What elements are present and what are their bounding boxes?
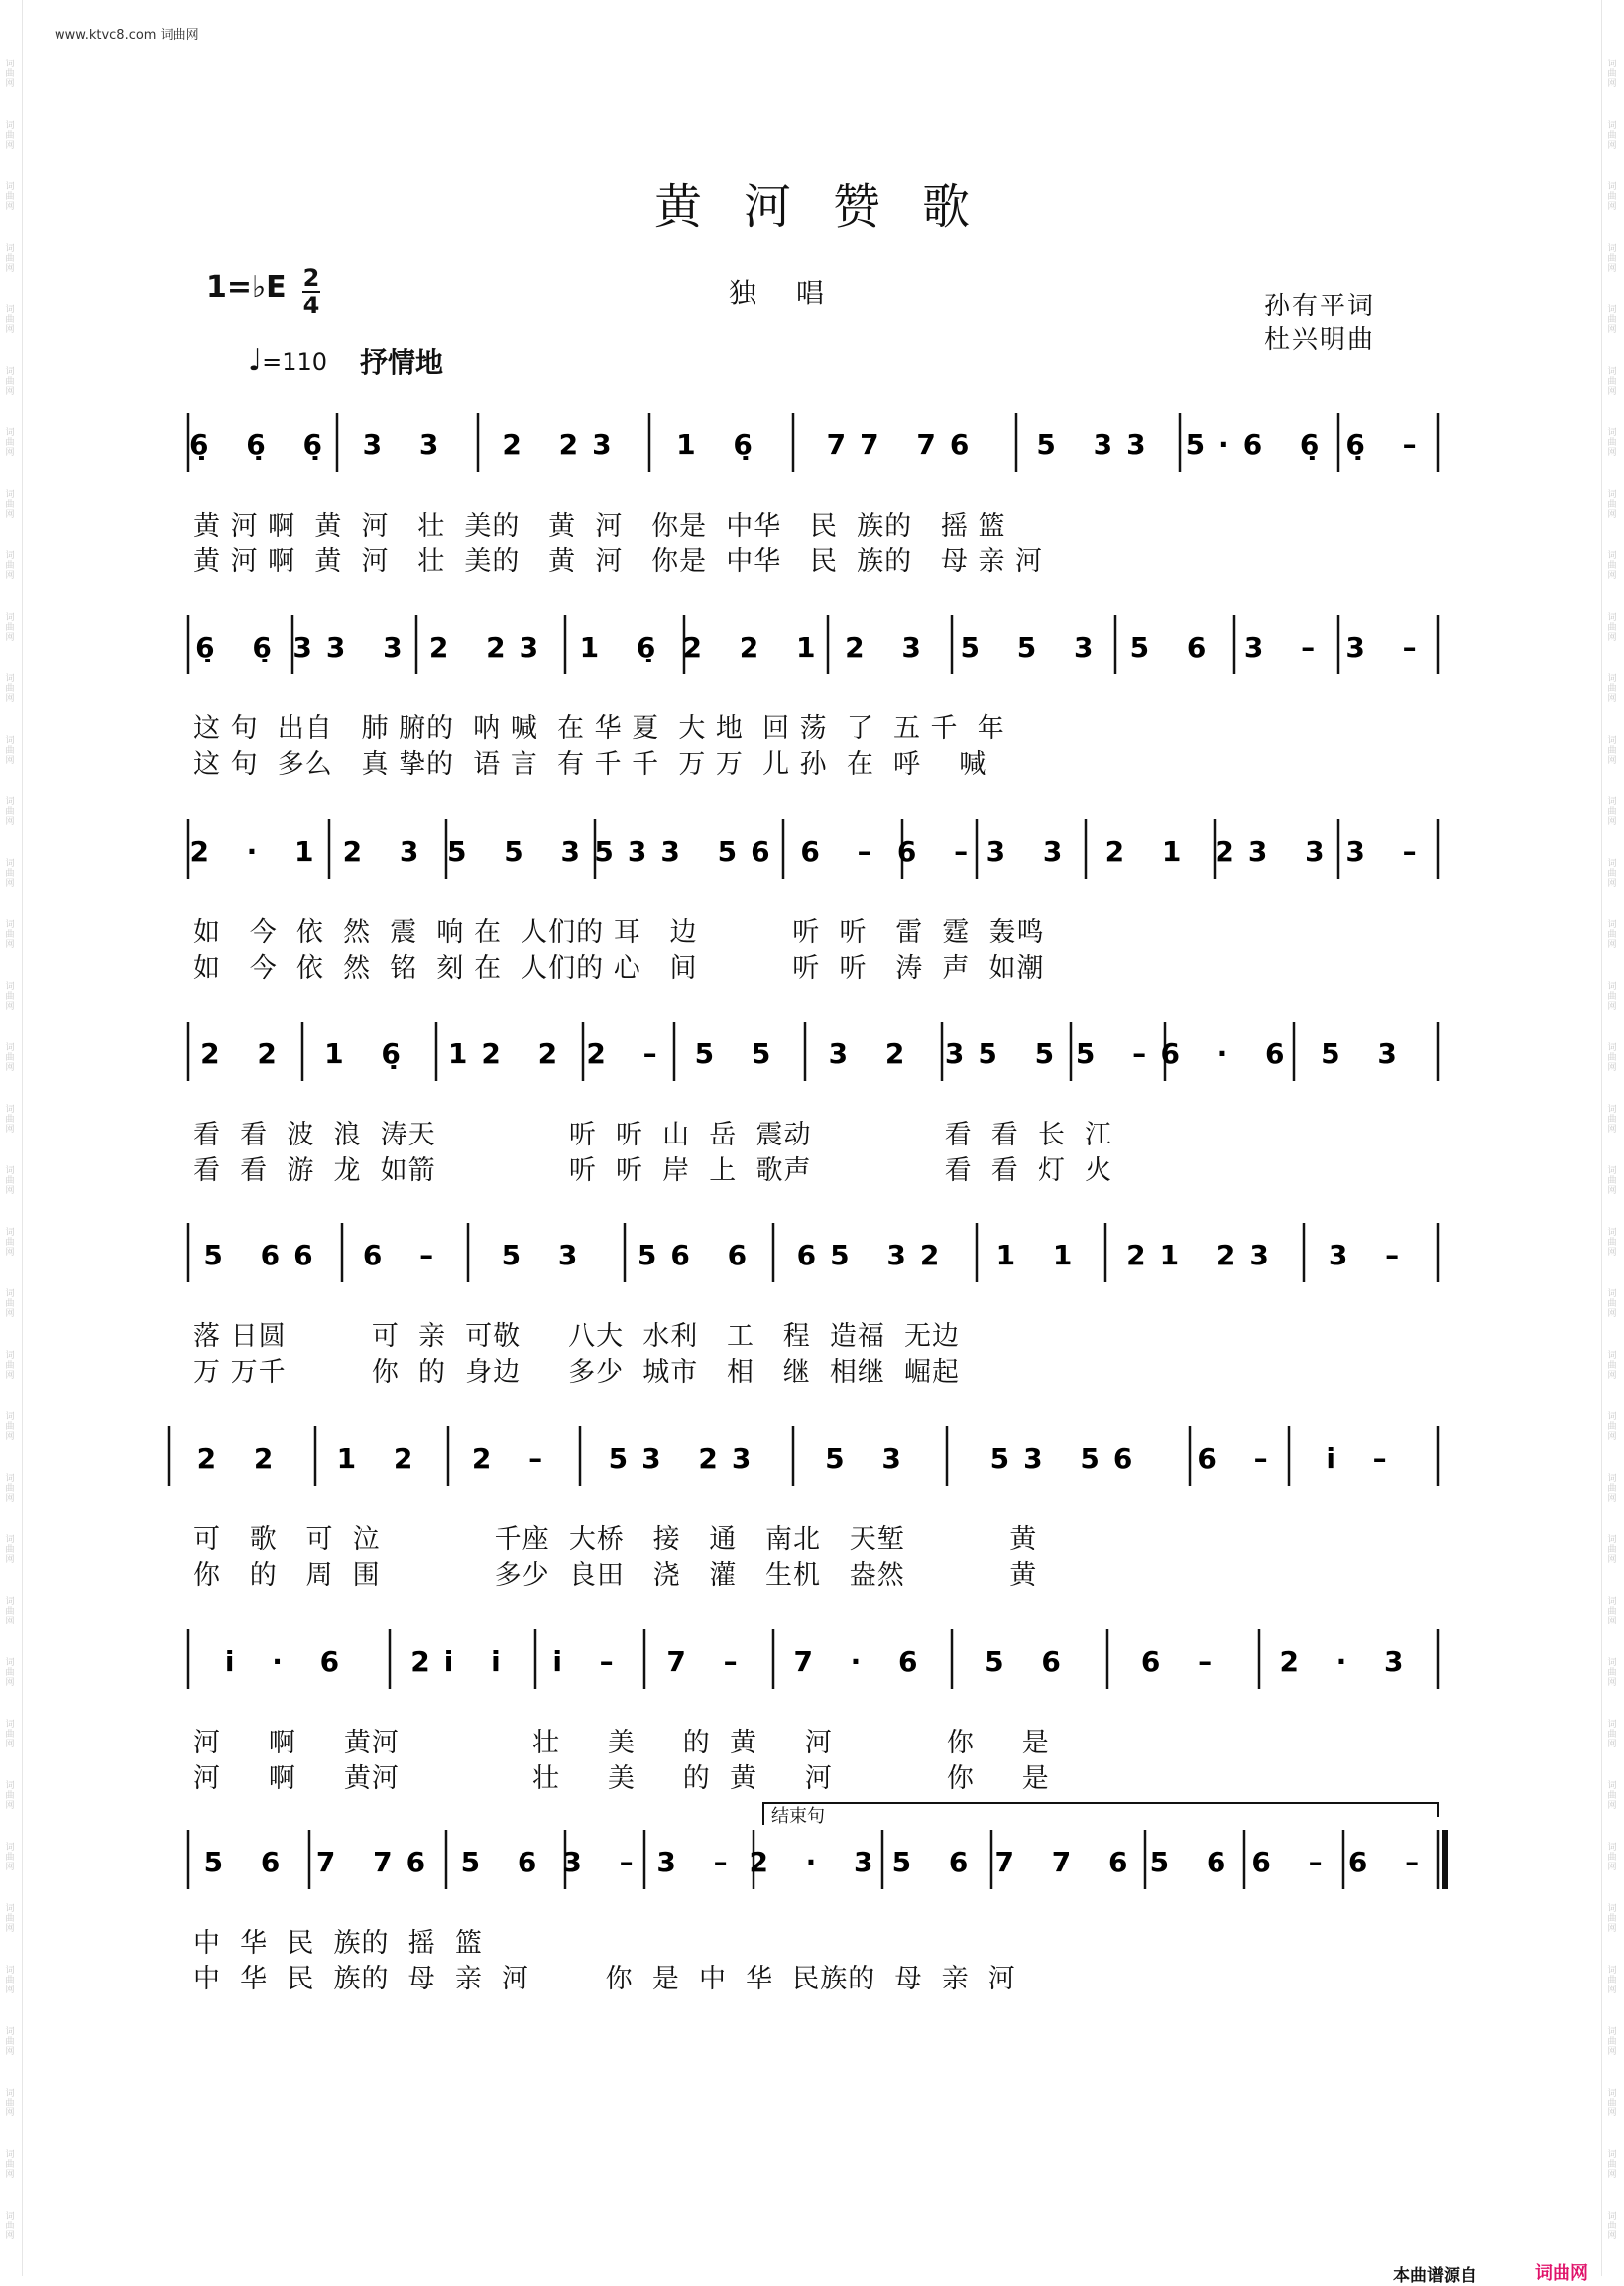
edge-watermark: 词曲网 <box>1607 1904 1617 1934</box>
edge-watermark: 词曲网 <box>1607 2027 1617 2057</box>
edge-watermark: 词曲网 <box>1607 1166 1617 1196</box>
time-signature-bottom: 4 <box>302 292 320 319</box>
measure-notes: 1 2 <box>336 1442 427 1475</box>
lyric-line: 黄 河 啊 黄 河 壮 美的 黄 河 你是 中华 民 族的 母 亲 河 <box>193 546 1044 577</box>
lyric-line: 看 看 游 龙 如箭 听 听 岸 上 歌声 看 看 灯 火 <box>193 1155 1113 1186</box>
measure-notes: 12 2 <box>447 1037 572 1070</box>
tempo-value: =110 <box>262 348 328 376</box>
measure-notes: 5 3 <box>825 1442 915 1475</box>
edge-watermark: 词曲网 <box>5 305 15 335</box>
measure-notes: 2 23 <box>502 428 626 461</box>
measure-notes: 5 6 <box>1149 1846 1240 1878</box>
measure-notes: 6 – <box>1140 1645 1226 1678</box>
edge-watermark: 词曲网 <box>1607 920 1617 950</box>
measure-notes: 7 · 6 <box>793 1645 932 1678</box>
lyric-line: 中 华 民 族的 摇 篮 <box>193 1928 483 1959</box>
edge-watermark: 词曲网 <box>5 1720 15 1749</box>
measure-notes: 56 6 <box>637 1239 761 1271</box>
measure-notes: 35 5 <box>944 1037 1069 1070</box>
lyricist: 孙有平词 <box>1264 292 1376 321</box>
edge-watermark: 词曲网 <box>1607 1781 1617 1811</box>
edge-watermark: 词曲网 <box>1607 982 1617 1012</box>
song-title: 黄河赞歌 <box>653 180 1011 235</box>
performance-mode: 独唱 <box>729 277 865 309</box>
key-signature: 1=♭E <box>206 270 287 304</box>
edge-watermark: 词曲网 <box>5 367 15 397</box>
lyric-line: 如 今 依 然 铭 刻 在 人们的 心 间 听 听 涛 声 如潮 <box>193 953 1045 984</box>
measure-notes: 5 33 <box>1036 428 1160 461</box>
measure-notes: 5 3 <box>501 1239 592 1271</box>
edge-watermark: 词曲网 <box>5 1043 15 1073</box>
measure-notes: 77 76 <box>826 428 984 461</box>
measure-notes: 2 3 <box>342 835 433 868</box>
edge-watermark: 词曲网 <box>1607 1597 1617 1626</box>
footer-source: 本曲谱源自 <box>1393 2266 1477 2286</box>
edge-watermark: 词曲网 <box>5 1535 15 1565</box>
lyric-line: 看 看 波 浪 涛天 听 听 山 岳 震动 看 看 长 江 <box>193 1120 1113 1150</box>
lyric-line: 如 今 依 然 震 响 在 人们的 耳 边 听 听 雷 霆 轰鸣 <box>193 917 1045 948</box>
edge-watermark: 词曲网 <box>5 1474 15 1504</box>
measure-notes: 23 3 <box>1215 835 1338 868</box>
edge-watermark: 词曲网 <box>5 1105 15 1135</box>
measure-notes: i – <box>552 1645 628 1678</box>
measure-notes: 5 6 <box>203 1846 294 1878</box>
edge-watermark: 词曲网 <box>1607 305 1617 335</box>
edge-watermark: 词曲网 <box>5 920 15 950</box>
edge-watermark: 词曲网 <box>5 859 15 889</box>
edge-watermark: 词曲网 <box>5 1228 15 1258</box>
measure-notes: 3 – <box>1345 835 1431 868</box>
edge-watermark: 词曲网 <box>1607 2212 1617 2241</box>
measure-notes: 2 2 <box>200 1037 290 1070</box>
edge-watermark: 词曲网 <box>1607 428 1617 458</box>
edge-watermark: 词曲网 <box>1607 1658 1617 1688</box>
edge-watermark: 词曲网 <box>5 797 15 827</box>
edge-watermark: 词曲网 <box>1607 613 1617 643</box>
measure-notes: 1 1 <box>995 1239 1087 1271</box>
measure-notes: 3 3 <box>362 428 453 461</box>
edge-watermark: 词曲网 <box>5 121 15 151</box>
measure-notes: 3 3 <box>986 835 1077 868</box>
measure-notes: 5 6 <box>985 1645 1075 1678</box>
edge-watermark: 词曲网 <box>5 182 15 212</box>
expression-marking: 抒情地 <box>360 346 444 379</box>
edge-watermark: 词曲网 <box>5 60 15 89</box>
edge-watermark: 词曲网 <box>1607 1843 1617 1872</box>
measure-notes: 533 56 <box>594 835 784 868</box>
measure-notes: 5 66 <box>203 1239 327 1271</box>
edge-watermark: 词曲网 <box>5 1166 15 1196</box>
edge-watermark: 词曲网 <box>5 1289 15 1319</box>
lyric-line: 你 的 周 围 多少 良田 浇 灌 生机 盎然 黄 <box>193 1560 1038 1591</box>
lyric-line: 河 啊 黄河 壮 美 的 黄 河 你 是 <box>193 1728 1050 1758</box>
edge-watermark: 词曲网 <box>1607 1351 1617 1381</box>
edge-watermark: 词曲网 <box>1607 60 1617 89</box>
edge-watermark: 词曲网 <box>5 428 15 458</box>
measure-notes: 5 3 <box>1321 1037 1411 1070</box>
edge-watermark: 词曲网 <box>1607 859 1617 889</box>
edge-watermark: 词曲网 <box>1607 1105 1617 1135</box>
edge-watermark: 词曲网 <box>5 1966 15 1995</box>
edge-watermark: 词曲网 <box>1607 797 1617 827</box>
measure-notes: 6̣ 6̣ <box>195 631 286 663</box>
measure-notes: i · 6 <box>224 1645 354 1678</box>
edge-watermark: 词曲网 <box>1607 182 1617 212</box>
measure-notes: 5 5 <box>694 1037 785 1070</box>
edge-watermark: 词曲网 <box>1607 1720 1617 1749</box>
measure-notes: 6 – <box>1197 1442 1282 1475</box>
edge-watermark: 词曲网 <box>1607 736 1617 766</box>
measure-notes: 2 3 <box>845 631 935 663</box>
measure-notes: 2i i <box>410 1645 515 1678</box>
measure-notes: 2 · 3 <box>1279 1645 1418 1678</box>
measure-notes: 3 – <box>1243 631 1330 663</box>
lyric-line: 中 华 民 族的 母 亲 河 你 是 中 华 民族的 母 亲 河 <box>193 1964 1016 1994</box>
measure-notes: 2 1 <box>1104 835 1196 868</box>
edge-watermark: 词曲网 <box>5 2212 15 2241</box>
measure-notes: 5 6 <box>891 1846 983 1878</box>
edge-watermark: 词曲网 <box>5 1351 15 1381</box>
measure-notes: 1 6̣ <box>324 1037 414 1070</box>
time-signature-top: 2 <box>302 264 320 292</box>
measure-notes: 5 – <box>1075 1037 1161 1070</box>
composer: 杜兴明曲 <box>1264 325 1376 355</box>
measure-notes: 3 – <box>656 1846 742 1878</box>
edge-watermark: 词曲网 <box>5 1412 15 1442</box>
measure-notes: 3 – <box>562 1846 647 1878</box>
edge-watermark: 词曲网 <box>1607 551 1617 581</box>
measure-notes: 5 6 <box>460 1846 551 1878</box>
measure-notes: i – <box>1326 1442 1401 1475</box>
measure-notes: 6 – <box>896 835 983 868</box>
measure-notes: 3 2 <box>828 1037 919 1070</box>
measure-notes: 2 23 <box>428 631 553 663</box>
measure-notes: 5 6 <box>1129 631 1220 663</box>
measure-notes: 2 2 <box>196 1442 288 1475</box>
edge-watermark: 词曲网 <box>5 613 15 643</box>
measure-notes: 6 – <box>1251 1846 1336 1878</box>
measure-notes: 2 – <box>586 1037 671 1070</box>
edge-watermark: 词曲网 <box>5 1658 15 1688</box>
edge-watermark: 词曲网 <box>1607 1289 1617 1319</box>
edge-watermark: 词曲网 <box>5 490 15 520</box>
edge-watermark: 词曲网 <box>1607 674 1617 704</box>
edge-watermark: 词曲网 <box>5 736 15 766</box>
edge-watermark: 词曲网 <box>5 551 15 581</box>
lyric-line: 万 万千 你 的 身边 多少 城市 相 继 相继 崛起 <box>193 1357 961 1387</box>
quarter-note-icon: ♩ <box>248 343 263 378</box>
measure-notes: 21 23 <box>1126 1239 1283 1271</box>
edge-watermark: 词曲网 <box>1607 490 1617 520</box>
edge-watermark: 词曲网 <box>1607 121 1617 151</box>
final-barline <box>1442 1830 1448 1889</box>
lyric-line: 这 句 出自 肺 腑的 呐 喊 在 华 夏 大 地 回 荡 了 五 千 年 <box>193 713 1005 744</box>
edge-watermark: 词曲网 <box>1607 1043 1617 1073</box>
edge-watermark: 词曲网 <box>5 2027 15 2057</box>
measure-notes: 3 – <box>1345 631 1431 663</box>
measure-notes: 5·6 6̣ <box>1185 428 1334 461</box>
edge-watermark: 词曲网 <box>5 1597 15 1626</box>
edge-watermark: 词曲网 <box>5 1843 15 1872</box>
measure-notes: 65 32 <box>796 1239 954 1271</box>
ending-bracket <box>763 1803 1438 1825</box>
edge-watermark: 词曲网 <box>5 2089 15 2118</box>
site-url: www.ktvc8.com 词曲网 <box>55 28 199 43</box>
measure-notes: 2 · 3 <box>749 1846 887 1878</box>
edge-watermark: 词曲网 <box>5 1781 15 1811</box>
measure-notes: 6̣ 6̣ 6̣ <box>189 428 336 461</box>
edge-watermark: 词曲网 <box>5 674 15 704</box>
lyric-line: 这 句 多么 真 挚的 语 言 有 千 千 万 万 儿 孙 在 呼 喊 <box>193 749 987 780</box>
measure-notes: 6̣ – <box>1345 428 1431 461</box>
measure-notes: 6 – <box>362 1239 448 1271</box>
edge-watermark: 词曲网 <box>5 1904 15 1934</box>
footer-brand: 词曲网 <box>1535 2263 1588 2284</box>
measure-notes: 6 – <box>800 835 885 868</box>
edge-watermark: 词曲网 <box>1607 2089 1617 2118</box>
measure-notes: 6 · 6 <box>1160 1037 1299 1070</box>
lyric-line: 河 啊 黄河 壮 美 的 黄 河 你 是 <box>193 1763 1050 1794</box>
ending-label: 结束句 <box>771 1806 825 1827</box>
measure-notes: 2 · 1 <box>189 835 328 868</box>
measure-notes: 5 5 3 <box>960 631 1107 663</box>
measure-notes: 33 3 <box>292 631 416 663</box>
measure-notes: 5 5 3 <box>447 835 594 868</box>
lyric-line: 可 歌 可 泣 千座 大桥 接 通 南北 天堑 黄 <box>193 1524 1038 1555</box>
edge-watermark: 词曲网 <box>5 244 15 274</box>
measure-notes: 3 – <box>1328 1239 1414 1271</box>
edge-watermark: 词曲网 <box>1607 1966 1617 1995</box>
measure-notes: 53 56 <box>989 1442 1147 1475</box>
measure-notes: 1 6̣ <box>579 631 670 663</box>
measure-notes: 6 – <box>1347 1846 1434 1878</box>
measure-notes: 2 2 1 <box>682 631 830 663</box>
edge-watermark: 词曲网 <box>1607 1474 1617 1504</box>
edge-watermark: 词曲网 <box>1607 2150 1617 2180</box>
edge-watermark: 词曲网 <box>1607 244 1617 274</box>
measure-notes: 1 6̣ <box>676 428 766 461</box>
edge-watermark: 词曲网 <box>1607 1228 1617 1258</box>
lyric-line: 落 日圆 可 亲 可敬 八大 水利 工 程 造福 无边 <box>193 1321 961 1352</box>
edge-watermark: 词曲网 <box>5 2150 15 2180</box>
measure-notes: 7 7 6 <box>994 1846 1142 1878</box>
edge-watermark: 词曲网 <box>1607 1535 1617 1565</box>
edge-watermark: 词曲网 <box>1607 1412 1617 1442</box>
edge-watermark: 词曲网 <box>1607 367 1617 397</box>
measure-notes: 53 23 <box>608 1442 765 1475</box>
lyric-line: 黄 河 啊 黄 河 壮 美的 黄 河 你是 中华 民 族的 摇 篮 <box>193 511 1006 541</box>
measure-notes: 2 – <box>471 1442 557 1475</box>
measure-notes: 7 76 <box>315 1846 440 1878</box>
edge-watermark: 词曲网 <box>5 982 15 1012</box>
measure-notes: 7 – <box>666 1645 752 1678</box>
